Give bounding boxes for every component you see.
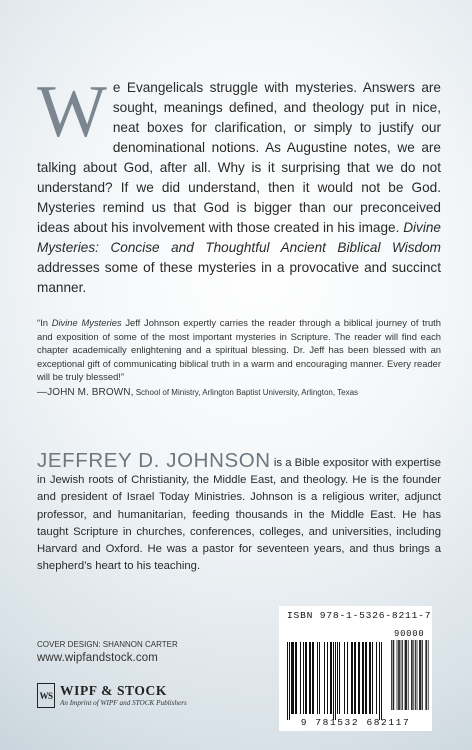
price-code-text: 90000 — [394, 629, 425, 639]
publisher-name: WIPF & STOCK — [60, 682, 167, 698]
ean-bar — [369, 642, 370, 714]
addon-bar — [413, 640, 414, 710]
attribution-affiliation: School of Ministry, Arlington Baptist University, Arlington, Texas — [133, 387, 359, 397]
ean-bar — [333, 642, 334, 720]
endorsement-attribution — [37, 385, 441, 400]
ean-bar — [351, 642, 352, 714]
ean-bar — [330, 642, 331, 714]
ean-bar — [305, 642, 306, 714]
endorsement-quote — [37, 316, 441, 384]
ean-bar — [337, 642, 338, 714]
addon-bar — [405, 640, 406, 710]
ean-bar — [347, 642, 348, 714]
blurb-book-title: Divine Mysteries: Concise and Thoughtful Ancient Biblical Wisdom — [37, 220, 441, 255]
ean-bar — [358, 642, 359, 714]
ean-bar — [376, 642, 377, 714]
ean-bar — [303, 642, 304, 714]
ean-bar — [287, 642, 288, 720]
addon-bar — [415, 640, 416, 710]
ean-bar — [309, 642, 310, 714]
barcode-icon — [279, 606, 432, 731]
addon-bar — [420, 640, 421, 710]
barcode-box — [279, 606, 432, 731]
ean-bar — [363, 642, 364, 714]
addon-bar — [417, 640, 418, 710]
author-name: JEFFREY D. JOHNSON — [37, 449, 271, 472]
drop-cap: W — [37, 71, 107, 153]
ean-bar — [372, 642, 373, 714]
ean-bar — [306, 642, 307, 714]
publisher-website: www.wipfandstock.com — [37, 652, 158, 664]
ean-bar — [344, 642, 345, 714]
ean-bar — [379, 642, 380, 720]
cover-design-credit: COVER DESIGN: SHANNON CARTER — [37, 640, 178, 649]
ean-bar — [292, 642, 293, 714]
barcode-digits: 9 781532 682117 — [300, 717, 411, 728]
isbn-text: ISBN 978-1-5326-8211-7 — [287, 610, 432, 621]
addon-bar — [421, 640, 422, 710]
ean-bar — [291, 642, 292, 714]
ean-bar — [300, 642, 301, 714]
ean-bar — [317, 642, 318, 714]
credits — [37, 640, 178, 664]
ean-bar — [331, 642, 332, 714]
endorsement — [37, 316, 441, 400]
back-cover-blurb — [37, 71, 441, 298]
addon-bar — [408, 640, 409, 710]
addon-bar — [399, 640, 400, 710]
addon-bar — [411, 640, 412, 710]
ean-bar — [295, 642, 296, 714]
publisher-logo — [37, 683, 187, 708]
ean-bar — [293, 642, 294, 714]
addon-bar — [425, 640, 426, 710]
publisher-logo-icon: WS — [37, 683, 55, 708]
blurb-text-2: addresses some of these mysteries in a provocative and succinct manner. — [37, 260, 441, 295]
ean-bar — [381, 642, 382, 720]
ean-bar — [319, 642, 320, 714]
addon-bar — [428, 640, 429, 710]
ean-bar — [352, 642, 353, 714]
addon-bar — [419, 640, 420, 710]
ean-bar — [296, 642, 297, 714]
quote-open: “In — [37, 317, 52, 328]
ean-bar — [313, 642, 314, 714]
ean-bar — [289, 642, 290, 720]
ean-bar — [365, 642, 366, 714]
addon-bar — [422, 640, 423, 710]
publisher-tagline: An Imprint of WIPF and STOCK Publishers — [60, 698, 187, 707]
ean-bar — [370, 642, 371, 714]
addon-bar — [406, 640, 407, 710]
addon-bar — [402, 640, 403, 710]
author-bio-text: is a Bible expositor with expertise in Jewish roots of Christianity, the Middle East, and theology. He is the founder and president of Israel Today Ministries. Johnson is a religious writer, adjunct professor, and humanitarian, feeding thousands in the Middle East. He has taught Scripture in churches, conferences, colleges, and universities, including Harvard and Oxford. He was a pastor for seventeen years, and thus brings a shepherd’s heart to his teaching. — [37, 457, 441, 573]
ean-bar — [310, 642, 311, 714]
addon-bar — [398, 640, 399, 710]
ean-bar — [366, 642, 367, 714]
ean-bar — [354, 642, 355, 714]
addon-bar — [393, 640, 394, 710]
ean-bar — [312, 642, 313, 714]
addon-bar — [412, 640, 413, 710]
ean-bar — [362, 642, 363, 714]
ean-bar — [339, 642, 340, 714]
ean-bar — [335, 642, 336, 720]
addon-bar — [401, 640, 402, 710]
addon-bar — [397, 640, 398, 710]
addon-bar — [393, 640, 394, 710]
ean-bar — [327, 642, 328, 714]
addon-bar — [405, 640, 406, 710]
ean-bar — [355, 642, 356, 714]
blurb-text-1: e Evangelicals struggle with mysteries. Answers are sought, meanings defined, and theology put in nice, neat boxes for clarification, or simply to justify our denominational notions. As Augustine notes, we are talking about God, after all. Why is it surprising that we do not understand? If we did understand, then it would not be God. Mysteries remind us that God is bigger than our preconceived ideas about his involvement with those created in his image. — [37, 80, 441, 235]
quote-body: Jeff Johnson expertly carries the reader through a biblical journey of truth and exposition of some of the most important mysteries in Scripture. The reader will find each chapter academically enlightening and a spiritual blessing. Dr. Jeff has been blessed with an exceptional gift of communicating biblical truth in a warm and encouraging manner. Every reader will be truly blessed!” — [37, 317, 441, 383]
author-bio — [37, 449, 441, 575]
attribution-name: —JOHN M. BROWN, — [37, 386, 134, 398]
addon-bar — [426, 640, 427, 710]
addon-bar — [391, 640, 392, 710]
ean-bar — [359, 642, 360, 714]
ean-bar — [324, 642, 325, 714]
quote-title: Divine Mysteries — [51, 317, 122, 328]
